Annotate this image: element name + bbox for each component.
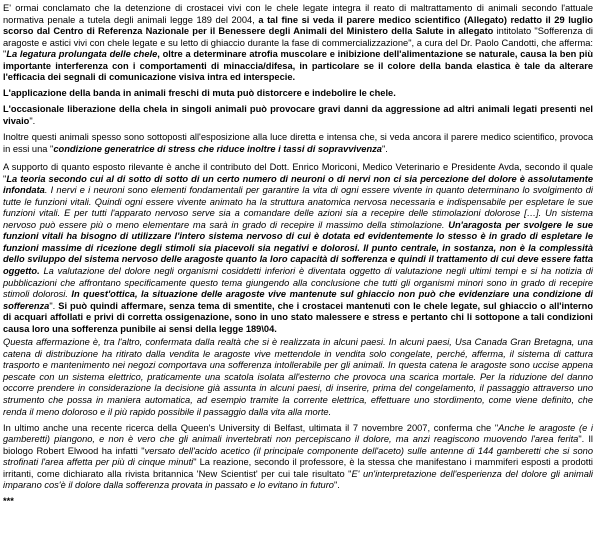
- text-span: A supporto di quanto esposto rilevante è anche il contributo del Dott. Enrico Moriconi, Medico Veterinario e Presidente Avda, secondo il quale ": [3, 162, 593, 184]
- text-span: ". Il biologo Robert Elwood ha infatti ": [3, 434, 593, 456]
- paragraph-intro-law: [3, 3, 593, 84]
- text-span: In ultimo anche una recente ricerca della Queen's University di Belfast, ultimata il 7 novembre 2007, conferma che ": [3, 422, 499, 433]
- text-span: a tal fine si veda il parere medico scientifico (Allegato) redatto il 29 luglio scorso dal Centro di Referenza Nazionale per il Benessere degli Animali del Ministero della Salute in allegato: [3, 14, 593, 37]
- document-body: [3, 3, 593, 507]
- text-span: Un'aragosta per svolgere le sue funzioni vitali ha bisogno di utilizzare l'intero sistema nervoso di cui è dotata ed evidentemente lo stesso è in grado di espletare le funzioni massime di ricezione degli stimoli sia piacevoli sia negativi e dolorosi. Il punto centrale, in sostanza, non è la complessità dello sviluppo del sistema nervoso delle aragoste quanto la loro capacità di sofferenza e quindi il trattamento di cui deve essere fatta oggetto.: [3, 219, 593, 276]
- paragraph-moriconi: [3, 162, 593, 335]
- text-span: La teoria secondo cui al di sotto di sotto di un certo numero di neuroni o di nervi non ci sia percezione del dolore è assolutamente infondata: [3, 173, 593, 196]
- text-span: Anche le aragoste (e i gamberetti) piangono, e non è vero che gli animali invertebrati non percepiscano il dolore, ma anzi reagiscono muovendo l'area ferita: [3, 422, 594, 445]
- text-span: E' un'interpretazione dell'esperienza del dolore gli animali imparano cos'è il dolore dalla sofferenza provata in passato e lo evitano in futuro: [3, 468, 593, 491]
- paragraph-band-moult: [3, 88, 593, 100]
- text-span: , oltre a determinare atrofia muscolare e inibizione dell'alimentazione se naturale, causa la ben più importante interferenza con i comportamenti di minaccia/difesa, in particolare se il colore della banda elastica è tale da alterare l'efficacia dei segnali di comunicazione visiva intra ed interspecie.: [3, 49, 593, 83]
- text-span: " La reazione, secondo il professore, è la stessa che manifestano i mammiferi esposti a prodotti irritanti, come dichiarato alla rivista britannica 'New Scientist' per cui tale risultato ": [3, 457, 593, 479]
- text-span: L'applicazione della banda in animali freschi di muta può distorcere e indebolire le chele.: [3, 88, 396, 99]
- text-span: ".: [29, 115, 36, 126]
- text-span: Si può quindi affermare, senza tema di smentite, che i crostacei mantenuti con le chele legate, sul ghiaccio o all'interno di acquari affollati e privi di corretta ossigenazione, sono in uno stato malessere e stress e pertanto chi li sottopone a tali condizioni causa loro una sofferenza punibile ai sensi della legge 189\04.: [3, 300, 594, 334]
- text-span: condizione generatrice di stress che riduce inoltre i tassi di sopravvivenza: [53, 143, 382, 154]
- text-span: Inoltre questi animali spesso sono sottoposti all'esposizione alla luce diretta e intensa che, si veda ancora il parere medico scientifico, provoca in essi una ": [3, 131, 593, 154]
- text-span: In quest'ottica, la situazione delle aragoste vive mantenute sul ghiaccio non può che evidenziare una condizione di sofferenza: [3, 289, 593, 311]
- text-span: La valutazione del dolore negli organismi cosiddetti inferiori è diventata oggetto di valutazione negli ultimi tempi e si ha notizia di pubblicazioni che affrontano specificamente questo tema giungendo alla conclusione che tutti gli organismi minori sono in grado di recepire stimoli dolorosi.: [3, 265, 593, 300]
- text-span: . I nervi e i neuroni sono elementi fondamentali per garantire la vita di ogni essere vivente in quanto determinano lo svolgimento di tutte le funzioni vitali. Quindi ogni essere vivente animato ha la struttura anatomica nervosa necessaria e indispensabile per espletare le sue funzioni vitali. E per tutti l'apparato nervoso serve sia a comandare delle azioni sia a recepire delle stimolazioni dolorose […]. Un sistema nervoso può essere più o meno elementare ma sarà in grado di recepire il massimo della stimolazione.: [3, 185, 593, 230]
- text-span: E' ormai conclamato che la detenzione di crostacei vivi con le chele legate integra il reato di maltrattamento di animali secondo l'attuale normativa penale a tutela degli animali legge 189 del 2004,: [3, 3, 593, 25]
- text-span: ".: [333, 480, 340, 491]
- paragraph-belfast-research: [3, 423, 593, 492]
- end-marker: ***: [3, 495, 14, 506]
- paragraph-claw-release: [3, 104, 593, 127]
- text-span: L'occasionale liberazione della chela in singoli animali può provocare gravi danni da aggressione ad altri animali legati presenti nel vivaio: [3, 104, 593, 126]
- text-span: Questa affermazione è, tra l'altro, confermata dalla realtà che si è realizzata in alcuni paesi. In alcuni paesi, Usa Canada Gran Bretagna, una catena di distribuzione ha ritirato dalla vendita le aragoste vive mettendole in vendita solo congelate, perché, afferma, il sistema di cattura trasporto e mantenimento nei negozi comportava una sofferenza intollerabile per gli animali. In questa catena le aragoste sono uccise appena pescate con un sistema elettrico, praticamente una scatola isolata all'esterno che provoca una scarica mortale. Per la riduzione del danno occorre prendere in considerazione la decisione già assunta in alcuni paesi, di inserire, prima del congelamento, il passaggio attraverso uno strumento che possa in maniera automatica, ad esempio tramite la corrente elettrica, effettuare uno stordimento, come viene definito, che renda il meno doloroso e il più rapido possibile il passaggio dalla vita alla morte.: [3, 337, 593, 417]
- text-span: intitolato "Sofferenza di aragoste e astici vivi con chele legate e su letto di ghiaccio durante la fase di commercializzazione", a cura del Dr. Paolo Candotti, che afferma: ": [3, 26, 593, 60]
- text-span: ".: [49, 300, 59, 311]
- text-span: ".: [381, 143, 388, 154]
- paragraph-light-exposure: [3, 132, 593, 155]
- paragraph-other-countries: [3, 337, 593, 418]
- text-span: versato dell'acido acetico (il principale componente dell'aceto) sulle antenne di 144 gamberetti che si sono strofinati l'area affetta per più di cinque minuti: [3, 445, 593, 468]
- text-span: La legatura prolungata delle chele: [6, 49, 158, 60]
